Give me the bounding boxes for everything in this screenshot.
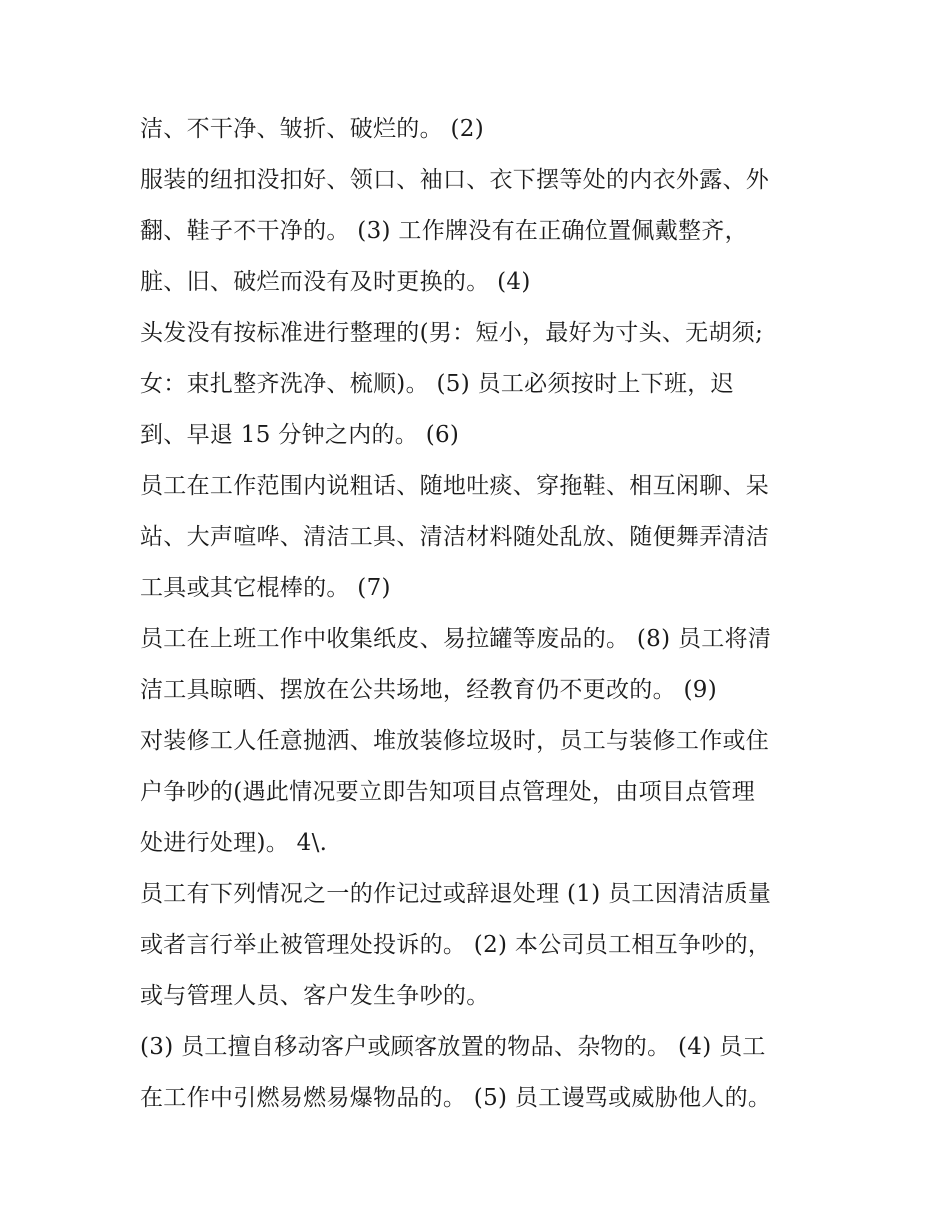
text-line-3: 翻、鞋子不干净的。 (3) 工作牌没有在正确位置佩戴整齐， bbox=[140, 218, 748, 244]
text-line-16: 员工有下列情况之一的作记过或辞退处理 (1) 员工因清洁质量 bbox=[140, 881, 772, 907]
text-line-5: 头发没有按标准进行整理的(男：短小，最好为寸头、无胡须; bbox=[140, 320, 764, 346]
text-line-6: 女：束扎整齐洗净、梳顺)。 (5) 员工必须按时上下班，迟 bbox=[140, 371, 734, 397]
text-line-18: 或与管理人员、客户发生争吵的。 bbox=[140, 983, 490, 1009]
text-line-2: 服装的纽扣没扣好、领口、袖口、衣下摆等处的内衣外露、外 bbox=[140, 167, 770, 193]
text-line-12: 洁工具晾晒、摆放在公共场地，经教育仍不更改的。 (9) bbox=[140, 677, 717, 703]
document-body bbox=[140, 104, 830, 1124]
text-line-11: 员工在上班工作中收集纸皮、易拉罐等废品的。 (8) 员工将清 bbox=[140, 626, 772, 652]
text-line-20: 在工作中引燃易燃易爆物品的。 (5) 员工谩骂或威胁他人的。 bbox=[140, 1085, 772, 1111]
text-line-8: 员工在工作范围内说粗话、随地吐痰、穿拖鞋、相互闲聊、呆 bbox=[140, 473, 770, 499]
text-line-4: 脏、旧、破烂而没有及时更换的。 (4) bbox=[140, 269, 531, 295]
text-line-9: 站、大声喧哗、清洁工具、清洁材料随处乱放、随便舞弄清洁 bbox=[140, 524, 770, 550]
text-line-15: 处进行处理)。 4\. bbox=[140, 830, 328, 856]
text-line-19: (3) 员工擅自移动客户或顾客放置的物品、杂物的。 (4) 员工 bbox=[140, 1034, 766, 1060]
text-line-7: 到、早退 15 分钟之内的。 (6) bbox=[140, 422, 460, 448]
text-line-14: 户争吵的(遇此情况要立即告知项目点管理处，由项目点管理 bbox=[140, 779, 756, 805]
text-line-13: 对装修工人任意抛洒、堆放装修垃圾时，员工与装修工作或住 bbox=[140, 728, 770, 754]
text-line-17: 或者言行举止被管理处投诉的。 (2) 本公司员工相互争吵的， bbox=[140, 932, 772, 958]
text-line-1: 洁、不干净、皱折、破烂的。 (2) bbox=[140, 116, 484, 142]
text-line-10: 工具或其它棍棒的。 (7) bbox=[140, 575, 391, 601]
